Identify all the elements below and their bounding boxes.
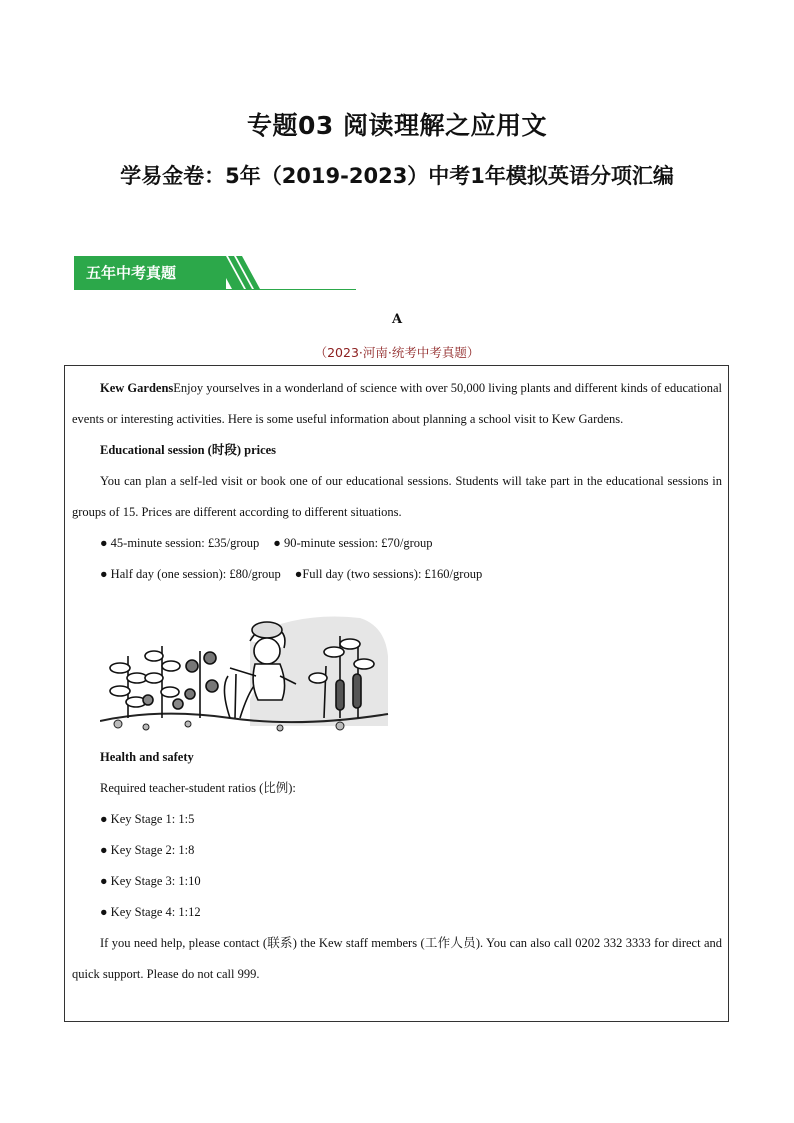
section2-heading: Health and safety <box>100 750 194 764</box>
girl-gardening-illustration <box>100 596 390 738</box>
ratio-item: ● Key Stage 3: 1:10 <box>100 874 201 888</box>
passage-source: （2023·河南·统考中考真题） <box>314 345 480 360</box>
section1-text: You can plan a self-led visit or book one of our educational sessions. Students will take part in the educational sessions in groups of 15. Prices are different according to different situations. <box>72 474 722 519</box>
ratio-item: ● Key Stage 1: 1:5 <box>100 812 195 826</box>
passage-letter: A <box>391 312 403 327</box>
section-banner <box>74 256 356 292</box>
passage-content <box>72 373 722 990</box>
document-subtitle: 学易金卷：5年（2019-2023）中考1年模拟英语分项汇编 <box>120 164 674 188</box>
price-line-2 <box>72 559 722 590</box>
price-line-1 <box>72 528 722 559</box>
section1-heading: Educational session (时段) prices <box>100 443 277 457</box>
price-item: ● 45-minute session: £35/group <box>100 536 260 550</box>
ratio-intro: Required teacher-student ratios (比例): <box>100 781 296 795</box>
document-title: 专题03 阅读理解之应用文 <box>247 111 547 140</box>
banner-label: 五年中考真题 <box>86 264 177 282</box>
ratio-item: ● Key Stage 4: 1:12 <box>100 905 201 919</box>
price-item: ● 90-minute session: £70/group <box>273 536 433 550</box>
intro-paragraph <box>72 373 722 435</box>
ratio-item: ● Key Stage 2: 1:8 <box>100 843 195 857</box>
closing-paragraph: If you need help, please contact (联系) the Kew staff members (工作人员). You can also call 0202 332 3333 for direct and quick support. Please do not call 999. <box>72 936 722 981</box>
price-item: ● Half day (one session): £80/group <box>100 567 281 581</box>
price-item: ●Full day (two sessions): £160/group <box>294 567 483 581</box>
intro-bold: Kew Gardens <box>100 381 174 395</box>
intro-text: Enjoy yourselves in a wonderland of science with over 50,000 living plants and different kinds of educational events or interesting activities. Here is some useful information about planning a school visit to Kew Gardens. <box>72 381 723 426</box>
banner-stripes-icon <box>214 256 264 290</box>
banner-underline <box>74 289 356 290</box>
